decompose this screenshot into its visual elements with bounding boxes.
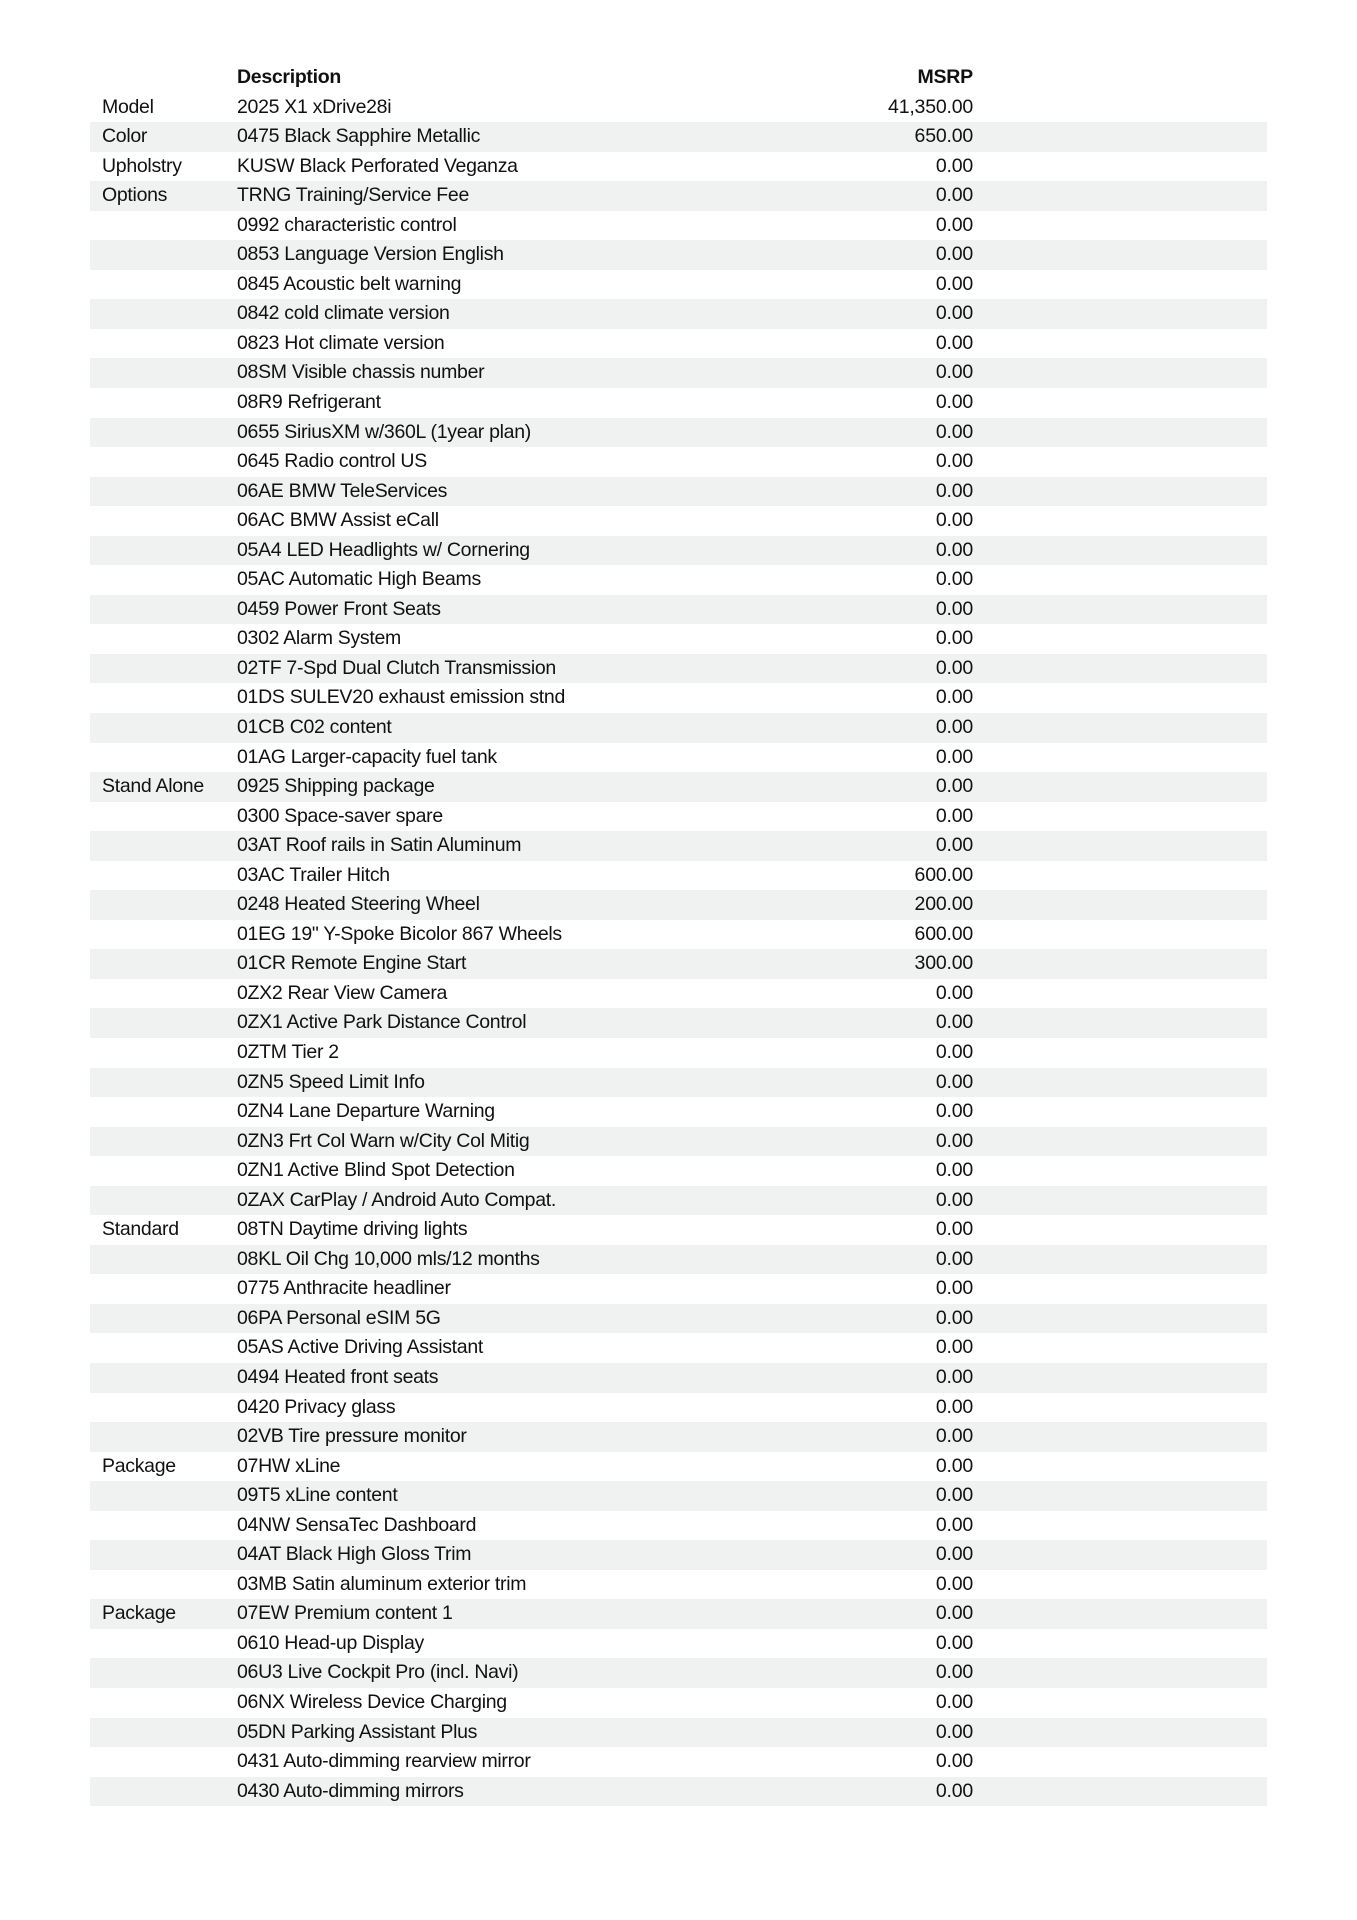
row-msrp: 0.00	[935, 1750, 973, 1773]
table-row	[90, 1452, 1267, 1482]
row-category: Package	[102, 1454, 176, 1477]
table-row	[90, 1008, 1267, 1038]
row-msrp: 0.00	[935, 1336, 973, 1359]
table-row	[90, 920, 1267, 950]
row-description: 05A4 LED Headlights w/ Cornering	[237, 538, 530, 561]
row-msrp: 0.00	[935, 1277, 973, 1300]
table-row	[90, 1422, 1267, 1452]
row-msrp: 0.00	[935, 1159, 973, 1182]
row-msrp: 0.00	[935, 1129, 973, 1152]
row-description: 0494 Heated front seats	[237, 1366, 439, 1389]
row-description: 06AE BMW TeleServices	[237, 479, 448, 502]
row-msrp: 0.00	[935, 1691, 973, 1714]
row-msrp: 0.00	[935, 656, 973, 679]
row-msrp: 0.00	[935, 1661, 973, 1684]
table-row	[90, 1038, 1267, 1068]
row-msrp: 600.00	[914, 863, 973, 886]
row-msrp: 0.00	[935, 243, 973, 266]
row-description: 08TN Daytime driving lights	[237, 1218, 468, 1241]
row-msrp: 0.00	[935, 1188, 973, 1211]
row-msrp: 0.00	[935, 686, 973, 709]
row-description: 06PA Personal eSIM 5G	[237, 1306, 441, 1329]
row-description: 0302 Alarm System	[237, 627, 401, 650]
row-description: 05AC Automatic High Beams	[237, 568, 481, 591]
table-header	[90, 63, 1267, 92]
row-msrp: 0.00	[935, 420, 973, 443]
row-msrp: 41,350.00	[888, 95, 973, 118]
row-description: KUSW Black Perforated Veganza	[237, 154, 518, 177]
row-msrp: 0.00	[935, 390, 973, 413]
row-description: 06NX Wireless Device Charging	[237, 1691, 507, 1714]
row-description: 0459 Power Front Seats	[237, 597, 441, 620]
row-description: 07EW Premium content 1	[237, 1602, 453, 1625]
table-row	[90, 949, 1267, 979]
table-row	[90, 1747, 1267, 1777]
table-row	[90, 1215, 1267, 1245]
table-row	[90, 1393, 1267, 1423]
row-description: 04NW SensaTec Dashboard	[237, 1513, 477, 1536]
row-description: 05DN Parking Assistant Plus	[237, 1720, 478, 1743]
table-row	[90, 624, 1267, 654]
row-msrp: 0.00	[935, 361, 973, 384]
row-msrp: 0.00	[935, 1543, 973, 1566]
table-row	[90, 802, 1267, 832]
row-msrp: 0.00	[935, 1011, 973, 1034]
row-description: 03AC Trailer Hitch	[237, 863, 390, 886]
row-description: 08R9 Refrigerant	[237, 390, 381, 413]
row-msrp: 0.00	[935, 538, 973, 561]
table-row	[90, 1127, 1267, 1157]
row-description: 01EG 19" Y-Spoke Bicolor 867 Wheels	[237, 922, 562, 945]
row-msrp: 0.00	[935, 715, 973, 738]
row-msrp: 200.00	[914, 893, 973, 916]
table-row	[90, 595, 1267, 625]
row-msrp: 0.00	[935, 1366, 973, 1389]
table-row	[90, 1658, 1267, 1688]
row-description: 08KL Oil Chg 10,000 mls/12 months	[237, 1247, 540, 1270]
row-msrp: 0.00	[935, 331, 973, 354]
row-msrp: 0.00	[935, 627, 973, 650]
table-row	[90, 1777, 1267, 1807]
table-row	[90, 979, 1267, 1009]
row-category: Package	[102, 1602, 176, 1625]
row-description: 0248 Heated Steering Wheel	[237, 893, 480, 916]
table-row	[90, 211, 1267, 241]
table-row	[90, 565, 1267, 595]
table-row	[90, 270, 1267, 300]
row-category: Upholstry	[102, 154, 182, 177]
table-row	[90, 743, 1267, 773]
row-msrp: 0.00	[935, 745, 973, 768]
row-description: 08SM Visible chassis number	[237, 361, 485, 384]
row-category: Standard	[102, 1218, 179, 1241]
table-row	[90, 1333, 1267, 1363]
row-description: 0ZN5 Speed Limit Info	[237, 1070, 425, 1093]
row-description: 0823 Hot climate version	[237, 331, 445, 354]
row-description: TRNG Training/Service Fee	[237, 184, 469, 207]
row-msrp: 0.00	[935, 1041, 973, 1063]
row-msrp: 0.00	[935, 775, 973, 798]
row-description: 0853 Language Version English	[237, 243, 504, 266]
table-row	[90, 1629, 1267, 1659]
row-msrp: 0.00	[935, 1425, 973, 1448]
row-msrp: 0.00	[935, 302, 973, 325]
row-msrp: 0.00	[935, 1070, 973, 1093]
table-row	[90, 890, 1267, 920]
table-row	[90, 506, 1267, 536]
table-row	[90, 772, 1267, 802]
table-row	[90, 152, 1267, 182]
row-description: 0ZTM Tier 2	[237, 1041, 339, 1063]
table-body	[90, 93, 1267, 1807]
table-row	[90, 536, 1267, 566]
table-row	[90, 1097, 1267, 1127]
row-msrp: 0.00	[935, 1484, 973, 1507]
row-msrp: 0.00	[935, 1454, 973, 1477]
table-row	[90, 418, 1267, 448]
row-msrp: 0.00	[935, 450, 973, 473]
row-msrp: 0.00	[935, 1631, 973, 1654]
row-description: 06U3 Live Cockpit Pro (incl. Navi)	[237, 1661, 519, 1684]
row-description: 0842 cold climate version	[237, 302, 450, 325]
row-description: 02VB Tire pressure monitor	[237, 1425, 467, 1448]
row-description: 0775 Anthracite headliner	[237, 1277, 451, 1300]
table-row	[90, 1245, 1267, 1275]
table-row	[90, 388, 1267, 418]
row-description: 0992 characteristic control	[237, 213, 457, 236]
row-description: 05AS Active Driving Assistant	[237, 1336, 484, 1359]
row-description: 0645 Radio control US	[237, 450, 427, 473]
table-row	[90, 1481, 1267, 1511]
row-msrp: 0.00	[935, 804, 973, 827]
table-row	[90, 654, 1267, 684]
row-description: 02TF 7-Spd Dual Clutch Transmission	[237, 656, 556, 679]
table-row	[90, 1688, 1267, 1718]
table-row	[90, 329, 1267, 359]
table-row	[90, 477, 1267, 507]
row-description: 01AG Larger-capacity fuel tank	[237, 745, 497, 768]
row-msrp: 0.00	[935, 1572, 973, 1595]
row-description: 01DS SULEV20 exhaust emission stnd	[237, 686, 565, 709]
row-msrp: 0.00	[935, 834, 973, 857]
row-msrp: 0.00	[935, 272, 973, 295]
row-description: 0ZAX CarPlay / Android Auto Compat.	[237, 1188, 557, 1211]
table-row	[90, 1540, 1267, 1570]
row-description: 2025 X1 xDrive28i	[237, 95, 392, 118]
table-row	[90, 1570, 1267, 1600]
row-msrp: 0.00	[935, 1306, 973, 1329]
row-description: 0925 Shipping package	[237, 775, 435, 798]
row-msrp: 0.00	[935, 1218, 973, 1241]
row-description: 03AT Roof rails in Satin Aluminum	[237, 834, 522, 857]
table-row	[90, 1274, 1267, 1304]
row-description: 0ZN3 Frt Col Warn w/City Col Mitig	[237, 1129, 530, 1152]
row-msrp: 0.00	[935, 1247, 973, 1270]
table-row	[90, 122, 1267, 152]
table-row	[90, 1363, 1267, 1393]
row-msrp: 0.00	[935, 1602, 973, 1625]
row-description: 0655 SiriusXM w/360L (1year plan)	[237, 420, 531, 443]
row-description: 07HW xLine	[237, 1454, 341, 1477]
row-msrp: 650.00	[914, 125, 973, 148]
header-msrp: MSRP	[917, 66, 973, 88]
row-msrp: 0.00	[935, 568, 973, 591]
row-msrp: 0.00	[935, 1513, 973, 1536]
row-msrp: 0.00	[935, 154, 973, 177]
row-msrp: 0.00	[935, 1100, 973, 1123]
row-description: 0ZN4 Lane Departure Warning	[237, 1100, 495, 1123]
row-category: Options	[102, 184, 168, 207]
row-description: 0ZN1 Active Blind Spot Detection	[237, 1159, 515, 1182]
row-msrp: 0.00	[935, 1720, 973, 1743]
row-description: 0420 Privacy glass	[237, 1395, 396, 1418]
row-category: Model	[102, 95, 154, 118]
row-msrp: 0.00	[935, 1779, 973, 1802]
table-row	[90, 1068, 1267, 1098]
row-description: 0845 Acoustic belt warning	[237, 272, 462, 295]
table-row	[90, 93, 1267, 123]
row-msrp: 600.00	[914, 922, 973, 945]
table-row	[90, 1304, 1267, 1334]
row-description: 0ZX1 Active Park Distance Control	[237, 1011, 527, 1034]
table-row	[90, 447, 1267, 477]
row-msrp: 0.00	[935, 213, 973, 236]
table-row	[90, 1718, 1267, 1748]
row-description: 04AT Black High Gloss Trim	[237, 1543, 472, 1566]
table-row	[90, 831, 1267, 861]
table-row	[90, 1186, 1267, 1216]
row-msrp: 0.00	[935, 509, 973, 532]
table-row	[90, 1156, 1267, 1186]
table-row	[90, 299, 1267, 329]
row-description: 09T5 xLine content	[237, 1484, 398, 1507]
table-row	[90, 358, 1267, 388]
row-msrp: 0.00	[935, 597, 973, 620]
table-row	[90, 861, 1267, 891]
row-description: 0430 Auto-dimming mirrors	[237, 1779, 464, 1802]
table-row	[90, 240, 1267, 270]
row-description: 0300 Space-saver spare	[237, 804, 443, 827]
header-description: Description	[237, 66, 341, 88]
row-description: 01CR Remote Engine Start	[237, 952, 467, 975]
row-description: 01CB C02 content	[237, 715, 392, 738]
row-description: 0431 Auto-dimming rearview mirror	[237, 1750, 531, 1773]
row-description: 0610 Head-up Display	[237, 1631, 424, 1654]
row-msrp: 300.00	[914, 952, 973, 975]
row-description: 0475 Black Sapphire Metallic	[237, 125, 481, 148]
table-row	[90, 683, 1267, 713]
row-msrp: 0.00	[935, 479, 973, 502]
row-description: 03MB Satin aluminum exterior trim	[237, 1572, 527, 1595]
row-msrp: 0.00	[935, 981, 973, 1004]
row-msrp: 0.00	[935, 1395, 973, 1418]
row-category: Stand Alone	[102, 775, 204, 798]
table-row	[90, 1599, 1267, 1629]
row-msrp: 0.00	[935, 184, 973, 207]
table-row	[90, 181, 1267, 211]
row-category: Color	[102, 125, 148, 148]
table-row	[90, 1511, 1267, 1541]
row-description: 0ZX2 Rear View Camera	[237, 981, 448, 1004]
row-description: 06AC BMW Assist eCall	[237, 509, 439, 532]
table-row	[90, 713, 1267, 743]
